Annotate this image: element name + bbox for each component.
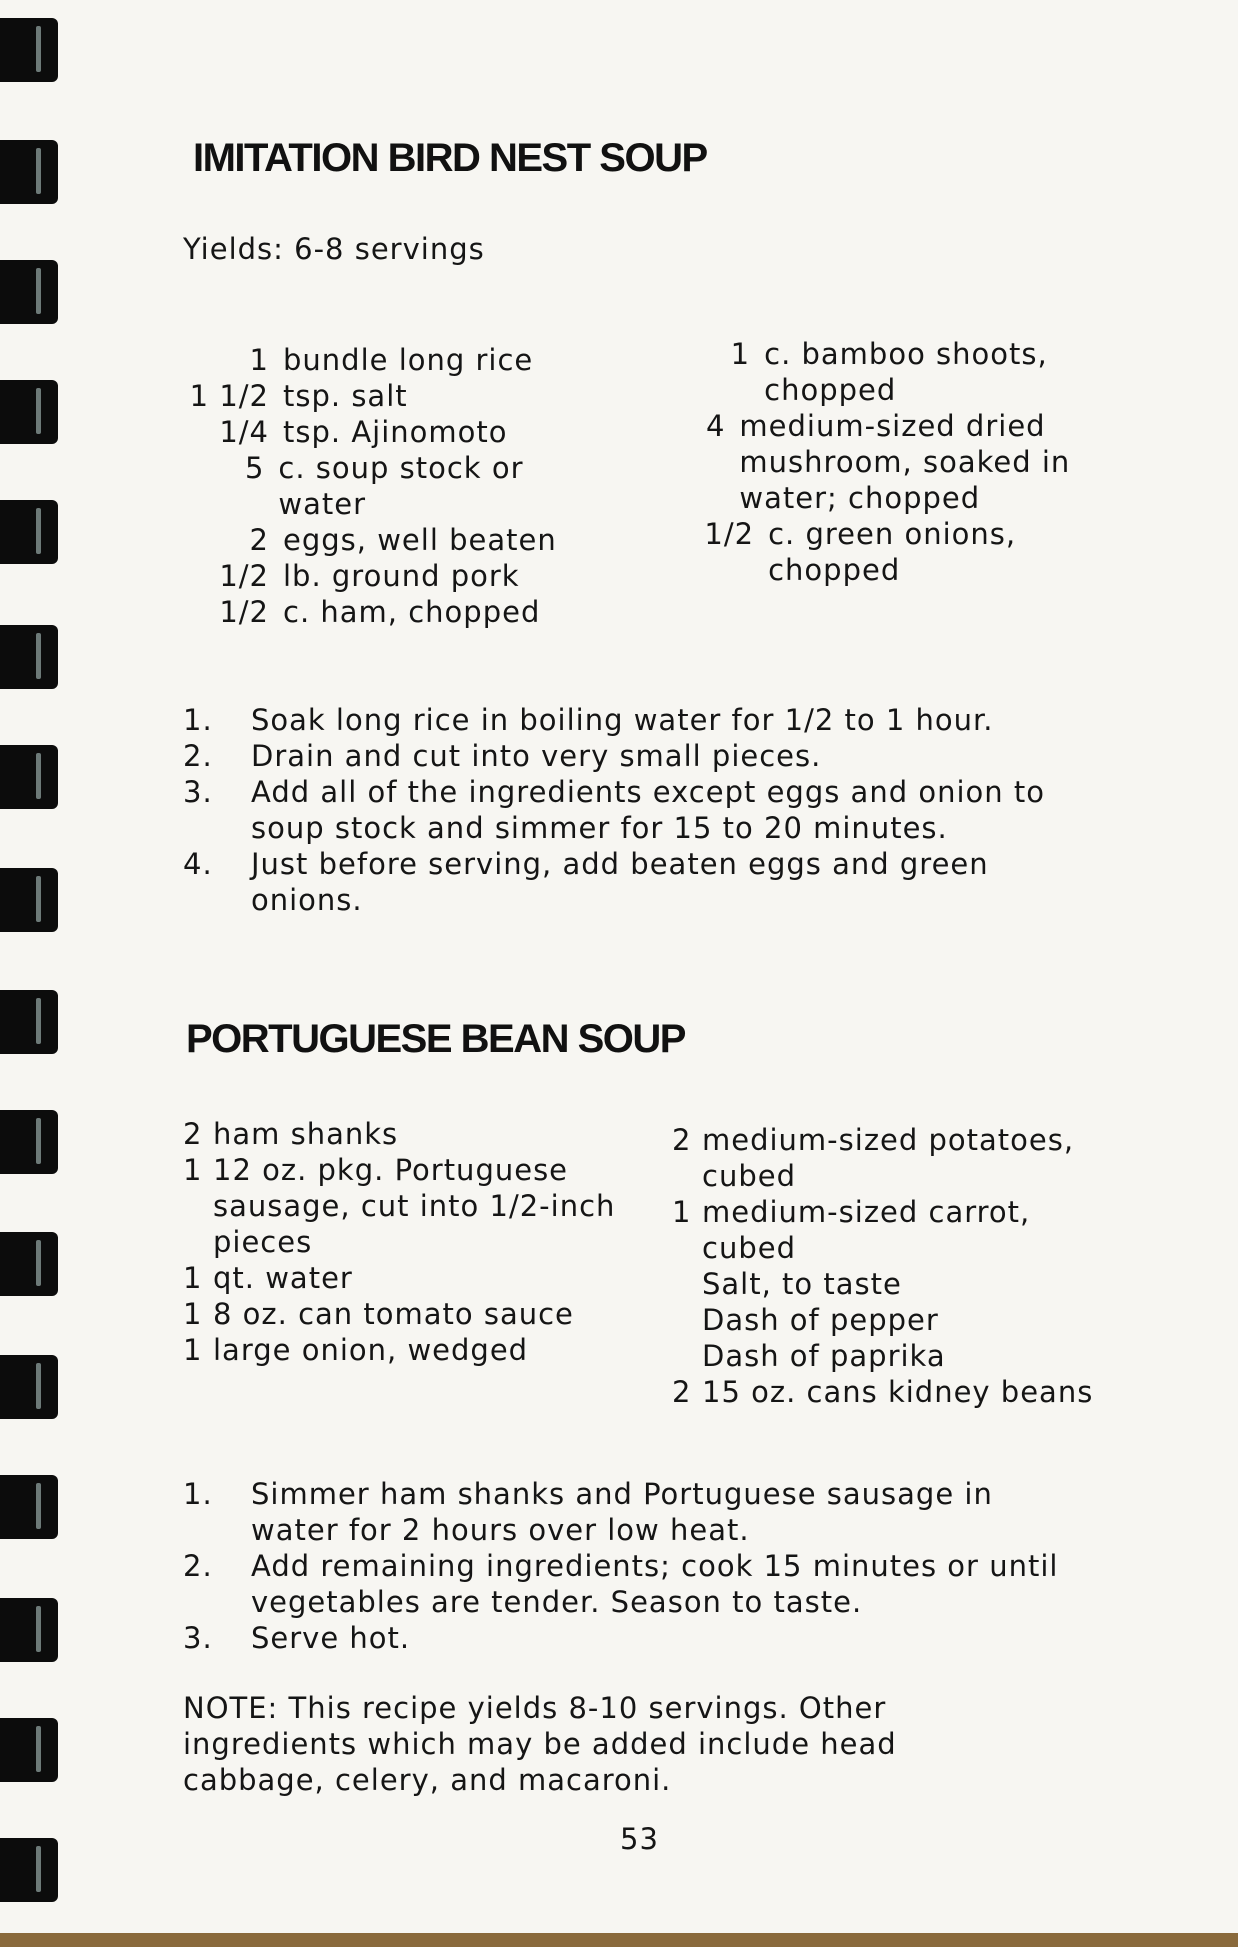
ingredient-text: 15 oz. cans kidney beans bbox=[702, 1375, 1094, 1409]
recipe-title: IMITATION BIRD NEST SOUP bbox=[193, 136, 707, 180]
page-number: 53 bbox=[620, 1822, 659, 1856]
ingredient-quantity: 1 bbox=[183, 1261, 203, 1295]
ingredient-quantity: 1 bbox=[672, 1195, 692, 1229]
step-number: 2. bbox=[183, 739, 213, 773]
ingredient-quantity: 1/4 bbox=[219, 415, 269, 449]
ingredient-quantity: 1 1/2 bbox=[189, 379, 269, 413]
ingredient-row bbox=[183, 342, 603, 378]
step-text: Soak long rice in boiling water for 1/2 to 1 hour. bbox=[251, 703, 994, 737]
binding-coil bbox=[0, 868, 58, 932]
ingredient-quantity: 1 bbox=[183, 1153, 203, 1187]
ingredient-row bbox=[700, 408, 1120, 516]
ingredient-quantity bbox=[672, 1302, 688, 1338]
ingredients-left-column bbox=[183, 1116, 643, 1368]
ingredient-text: 12 oz. pkg. Portuguese sausage, cut into 1/2-inch pieces bbox=[213, 1153, 616, 1259]
step-item bbox=[183, 846, 1103, 918]
ingredient-text: c. green onions, chopped bbox=[768, 517, 1017, 587]
binding-coil bbox=[0, 1718, 58, 1782]
ingredient-row bbox=[672, 1194, 1112, 1266]
ingredient-text: eggs, well beaten bbox=[283, 523, 557, 557]
ingredient-text: c. soup stock or water bbox=[278, 451, 524, 521]
ingredient-text: Salt, to taste bbox=[702, 1267, 902, 1301]
binding-coil bbox=[0, 18, 58, 82]
ingredient-text: qt. water bbox=[213, 1261, 353, 1295]
ingredient-row bbox=[672, 1302, 1112, 1338]
ingredient-quantity: 1 bbox=[183, 1333, 203, 1367]
ingredient-quantity: 1 bbox=[249, 343, 269, 377]
ingredient-row bbox=[700, 516, 1120, 588]
step-item bbox=[183, 738, 1103, 774]
ingredients-right-column bbox=[700, 336, 1120, 588]
step-text: Add remaining ingredients; cook 15 minutes or until vegetables are tender. Season to taste. bbox=[251, 1549, 1059, 1619]
ingredient-row bbox=[672, 1122, 1112, 1194]
ingredient-text: c. ham, chopped bbox=[283, 595, 541, 629]
binding-coil bbox=[0, 260, 58, 324]
ingredient-text: tsp. salt bbox=[283, 379, 408, 413]
step-text: Serve hot. bbox=[251, 1621, 411, 1655]
ingredient-text: large onion, wedged bbox=[213, 1333, 529, 1367]
ingredient-text: Dash of pepper bbox=[702, 1303, 939, 1337]
ingredient-quantity: 4 bbox=[705, 409, 726, 443]
ingredient-text: 8 oz. can tomato sauce bbox=[213, 1297, 574, 1331]
ingredient-quantity: 1/2 bbox=[219, 559, 269, 593]
binding-coil bbox=[0, 380, 58, 444]
step-item bbox=[183, 702, 1103, 738]
ingredient-quantity: 1 bbox=[730, 337, 751, 371]
binding-coil bbox=[0, 1598, 58, 1662]
binding-coil bbox=[0, 745, 58, 809]
ingredient-text: medium-sized potatoes, cubed bbox=[702, 1123, 1075, 1193]
ingredient-text: tsp. Ajinomoto bbox=[283, 415, 508, 449]
recipe-steps bbox=[183, 702, 1103, 918]
binding-coil bbox=[0, 990, 58, 1054]
ingredient-row bbox=[183, 1296, 643, 1332]
recipe-steps bbox=[183, 1476, 1063, 1656]
binding-coil bbox=[0, 1110, 58, 1174]
ingredient-quantity: 2 bbox=[183, 1117, 203, 1151]
recipe-yield: Yields: 6-8 servings bbox=[183, 232, 485, 266]
ingredients-right-column bbox=[672, 1122, 1112, 1410]
ingredient-row bbox=[183, 450, 603, 522]
ingredient-text: medium-sized dried mushroom, soaked in water; chopped bbox=[739, 409, 1071, 515]
binding-coil bbox=[0, 500, 58, 564]
step-item bbox=[183, 1548, 1063, 1620]
step-number: 2. bbox=[183, 1549, 213, 1583]
ingredient-row bbox=[672, 1266, 1112, 1302]
ingredient-row bbox=[672, 1374, 1112, 1410]
binding-coil bbox=[0, 1355, 58, 1419]
binding-coil bbox=[0, 1838, 58, 1902]
ingredient-quantity: 1/2 bbox=[704, 517, 755, 551]
ingredient-quantity: 1 bbox=[183, 1297, 203, 1331]
ingredient-row bbox=[700, 336, 1120, 408]
ingredient-quantity bbox=[672, 1266, 688, 1302]
step-text: Simmer ham shanks and Portuguese sausage in water for 2 hours over low heat. bbox=[251, 1477, 993, 1547]
ingredient-text: c. bamboo shoots, chopped bbox=[764, 337, 1048, 407]
step-number: 1. bbox=[183, 1477, 213, 1511]
ingredient-row bbox=[183, 594, 603, 630]
ingredient-row bbox=[183, 1332, 643, 1368]
step-text: Just before serving, add beaten eggs and green onions. bbox=[251, 847, 989, 917]
ingredient-quantity bbox=[672, 1338, 688, 1374]
ingredient-row bbox=[183, 1152, 643, 1260]
ingredient-text: bundle long rice bbox=[283, 343, 534, 377]
step-item bbox=[183, 774, 1103, 846]
ingredient-row bbox=[183, 558, 603, 594]
ingredient-text: lb. ground pork bbox=[283, 559, 520, 593]
ingredient-row bbox=[672, 1338, 1112, 1374]
step-number: 4. bbox=[183, 847, 213, 881]
ingredient-quantity: 1/2 bbox=[219, 595, 269, 629]
binding-coil bbox=[0, 1475, 58, 1539]
ingredient-quantity: 5 bbox=[244, 451, 265, 485]
step-text: Drain and cut into very small pieces. bbox=[251, 739, 822, 773]
page-edge bbox=[0, 1933, 1238, 1947]
ingredient-row bbox=[183, 1260, 643, 1296]
binding-coil bbox=[0, 625, 58, 689]
binding-coil bbox=[0, 1232, 58, 1296]
step-text: Add all of the ingredients except eggs and onion to soup stock and simmer for 15 to 20 minutes. bbox=[251, 775, 1045, 845]
step-number: 3. bbox=[183, 1621, 213, 1655]
ingredient-row bbox=[183, 1116, 643, 1152]
ingredient-text: ham shanks bbox=[213, 1117, 399, 1151]
ingredient-text: Dash of paprika bbox=[702, 1339, 946, 1373]
ingredient-quantity: 2 bbox=[249, 523, 269, 557]
ingredient-quantity: 2 bbox=[672, 1375, 692, 1409]
step-item bbox=[183, 1620, 1063, 1656]
binding-coil bbox=[0, 140, 58, 204]
ingredient-row bbox=[183, 414, 603, 450]
step-number: 1. bbox=[183, 703, 213, 737]
recipe-note: NOTE: This recipe yields 8-10 servings. Other ingredients which may be added include head cabbage, celery, and macaroni. bbox=[183, 1691, 897, 1797]
recipe-title: PORTUGUESE BEAN SOUP bbox=[186, 1017, 685, 1061]
ingredient-quantity: 2 bbox=[672, 1123, 692, 1157]
ingredient-row bbox=[183, 378, 603, 414]
spiral-binding bbox=[0, 0, 70, 1947]
ingredients-left-column bbox=[183, 342, 603, 630]
ingredient-text: medium-sized carrot, cubed bbox=[702, 1195, 1031, 1265]
step-number: 3. bbox=[183, 775, 213, 809]
step-item bbox=[183, 1476, 1063, 1548]
ingredient-row bbox=[183, 522, 603, 558]
